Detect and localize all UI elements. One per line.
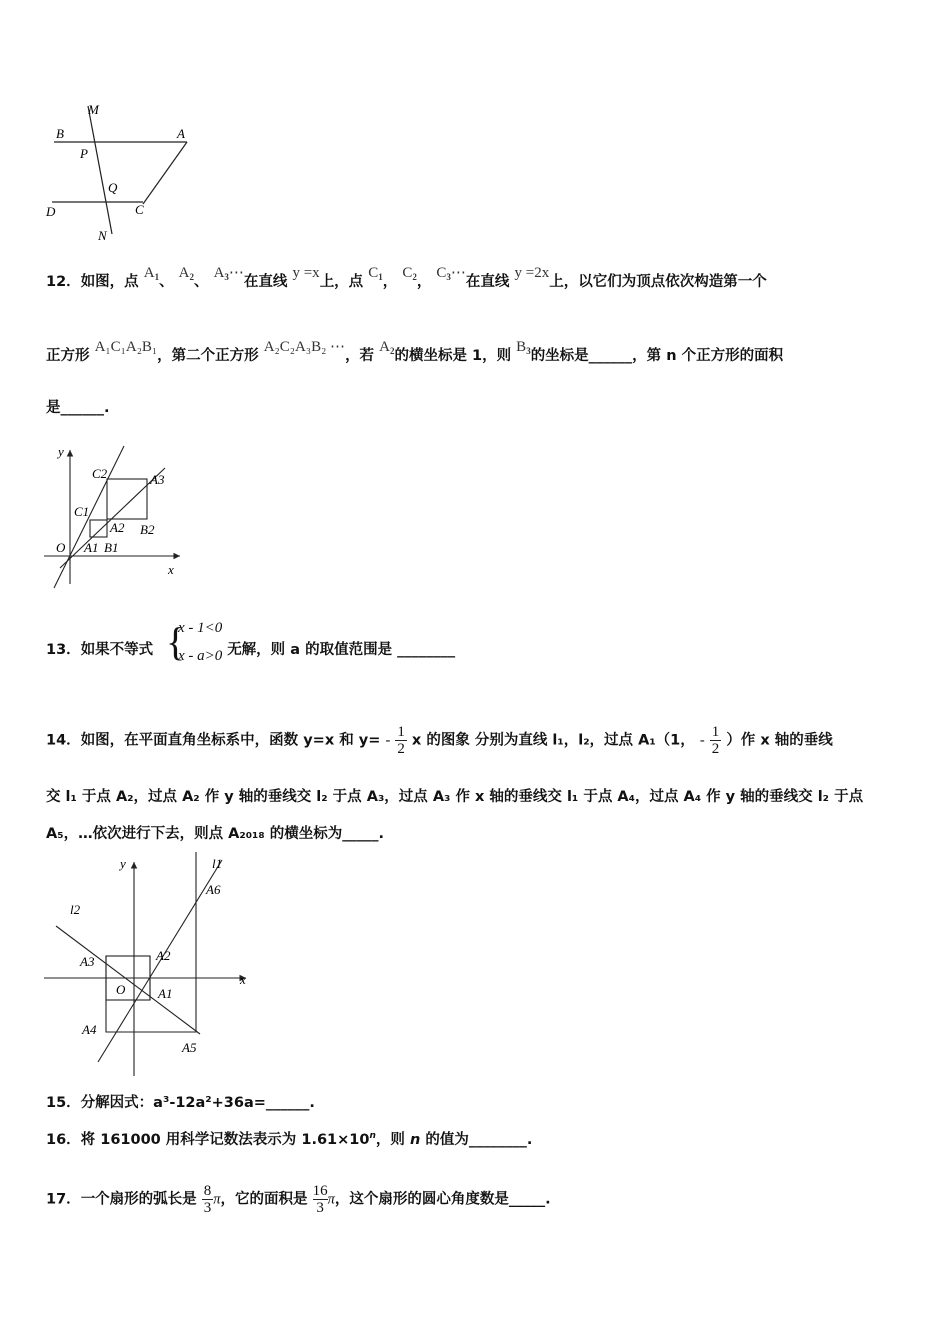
text: ，这个扇形的圆心角度数是_____.	[334, 1191, 551, 1208]
question-12-line-2: 正方形 A₁C₁A₂B₁，第二个正方形 A₂C₂A₃B₂ ⋯，若 $A_2$的横坐标是 1，则 $B_3$的坐标是______，第 n 个正方形的面积	[46, 339, 784, 364]
label-A1: A1	[158, 986, 173, 1001]
sep: 、	[194, 274, 209, 290]
label-A3: A3	[150, 472, 165, 487]
minus-sign: -	[385, 732, 391, 749]
fraction-one-half	[395, 724, 407, 757]
line-l1-label: l1	[212, 856, 223, 871]
denominator: 3	[313, 1199, 328, 1216]
denominator: 2	[397, 741, 405, 757]
variable: n	[409, 1132, 421, 1148]
label-B2: B2	[140, 522, 155, 537]
question-number: 17．	[46, 1191, 81, 1208]
question-14-line-3	[46, 824, 384, 844]
inequality-2: x - a>0	[178, 648, 223, 664]
sep: ，	[382, 274, 398, 290]
text: 在直线	[243, 274, 288, 290]
question-14-line-1	[46, 724, 833, 757]
label-C: C	[135, 202, 144, 217]
label-A2: A2	[110, 520, 125, 535]
question-14-line-2	[46, 787, 863, 807]
dots: ⋯	[450, 265, 466, 281]
figure-squares	[40, 440, 190, 590]
text: 上，点	[319, 274, 364, 290]
line-y-x: y =x	[292, 265, 320, 281]
label-D: D	[46, 204, 56, 219]
fraction-one-half	[710, 724, 722, 757]
label-A1: A1	[84, 540, 99, 555]
text: 的值为________.	[420, 1132, 533, 1148]
axis-y-label: y	[58, 444, 64, 459]
text: 是______.	[46, 400, 110, 416]
text: 交 l₁ 于点 A₂，过点 A₂ 作 y 轴的垂线交 l₂ 于点 A₃，过点 A₃ 作 x 轴的垂线交 l₁ 于点 A₄，过点 A₄ 作 y 轴的垂线交 l₂ 于点	[46, 789, 864, 805]
label-A3: A3	[80, 954, 95, 969]
point-c1: C	[368, 265, 379, 281]
numerator: 1	[397, 724, 405, 740]
text: 上，以它们为顶点依次构造第一个	[549, 274, 767, 290]
question-12-line-3	[46, 398, 110, 418]
label-N: N	[98, 228, 107, 243]
question-12-line-1: 12．如图，点 $A_1$、 $A_2$、 $A_3\cdots$在直线 y =x上，点 $C_1$， $C_2$， $C_3\cdots$在直线 y =2x上，以它们为顶点依次构造第一个	[46, 265, 767, 290]
text: ，则	[375, 1132, 410, 1148]
text: ）作 x 轴的垂线	[726, 732, 833, 749]
figure-trapezoid	[40, 96, 210, 246]
point-c2: C	[402, 265, 413, 281]
point-c3: C	[436, 265, 447, 281]
point-a1: A	[143, 265, 155, 281]
text: A₅，…依次进行下去，则点 A₂₀₁₈ 的横坐标为_____.	[46, 826, 385, 842]
pi: π	[327, 1191, 335, 1208]
figure-perpendiculars	[40, 852, 260, 1082]
exponent: n	[369, 1131, 376, 1141]
question-number: 12．	[46, 274, 81, 290]
label-Q: Q	[108, 180, 118, 195]
text: x 的图象 分别为直线 l₁，l₂，过点 A₁（1，	[411, 732, 695, 749]
label-C2: C2	[92, 466, 108, 481]
point-a2: A	[178, 265, 190, 281]
question-15	[46, 1093, 315, 1113]
text: 无解，则 a 的取值范围是 ________	[227, 642, 456, 658]
denominator: 3	[203, 1200, 212, 1216]
axis-x-label: x	[168, 562, 174, 577]
point-b3: B	[516, 339, 527, 355]
inequality-system: { x - 1<0 x - a>0	[168, 614, 222, 670]
label-A6: A6	[206, 882, 221, 897]
sep: ，	[416, 274, 432, 290]
numerator: 16	[312, 1183, 328, 1199]
label-M: M	[88, 102, 99, 117]
label-C1: C1	[74, 504, 90, 519]
label-A: A	[177, 126, 185, 141]
numerator: 8	[203, 1183, 212, 1199]
text: 的横坐标是 1，则	[394, 348, 512, 364]
text: 正方形	[46, 348, 90, 364]
text: 16．将 161000 用科学记数法表示为 1.61×10	[46, 1132, 370, 1148]
text: ，它的面积是	[220, 1191, 308, 1208]
axis-y-label: y	[120, 856, 126, 871]
sep: 、	[159, 274, 174, 290]
point-a3: A	[213, 265, 225, 281]
question-17	[46, 1183, 551, 1216]
minus-sign: -	[699, 732, 705, 749]
origin-label: O	[116, 982, 126, 997]
label-A2: A2	[156, 948, 171, 963]
pi: π	[213, 1191, 221, 1208]
square-2-name: A₂C₂A₃B₂ ⋯	[263, 339, 346, 355]
fraction-arc-length	[202, 1183, 214, 1216]
axis-x-label: x	[240, 972, 246, 987]
origin-label: O	[56, 540, 66, 555]
label-B: B	[56, 126, 64, 141]
text: ，第二个正方形	[157, 348, 259, 364]
text: 一个扇形的弧长是	[80, 1191, 197, 1208]
label-A5: A5	[182, 1040, 197, 1055]
label-A4: A4	[82, 1022, 97, 1037]
denominator: 2	[711, 741, 720, 757]
numerator: 1	[711, 724, 720, 740]
question-number: 13．	[46, 642, 81, 658]
text: 在直线	[465, 274, 510, 290]
line-y-2x: y =2x	[514, 265, 550, 281]
square-1-name: A₁C₁A₂B₁	[94, 339, 158, 355]
fraction-area	[313, 1183, 328, 1216]
label-P: P	[80, 146, 88, 161]
line-l2-label: l2	[70, 902, 81, 917]
text: 15．分解因式：a³-12a²+36a=______.	[46, 1095, 315, 1111]
text: 如图，点	[80, 274, 139, 290]
text: 如果不等式	[80, 642, 154, 658]
text: ，若	[345, 348, 375, 364]
text: 如图，在平面直角坐标系中，函数 y=x 和 y=	[80, 732, 381, 749]
label-B1: B1	[104, 540, 119, 555]
text: 的坐标是______，第 n 个正方形的面积	[530, 348, 784, 364]
question-number: 14．	[46, 732, 81, 749]
dots: ⋯	[228, 265, 244, 281]
inequality-1: x - 1<0	[178, 620, 223, 636]
question-13	[46, 640, 455, 660]
question-16	[46, 1126, 532, 1150]
point-a2-ref: A	[379, 339, 390, 355]
